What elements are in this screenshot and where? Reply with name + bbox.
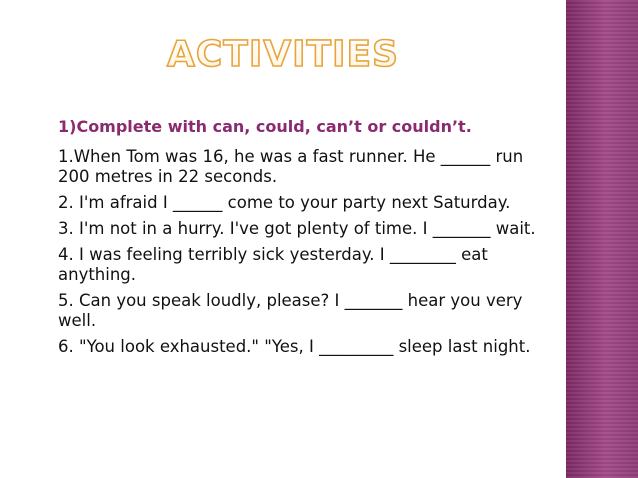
activity-item-1: 1.When Tom was 16, he was a fast runner. He ______ run 200 metres in 22 seconds. bbox=[58, 147, 524, 186]
title-area bbox=[0, 28, 566, 74]
activity-item-6: 6. "You look exhausted." "Yes, I _________ sleep last night. bbox=[58, 337, 531, 356]
activity-item-5: 5. Can you speak loudly, please? I _______ hear you very well. bbox=[58, 291, 523, 330]
activity-item-3: 3. I'm not in a hurry. I've got plenty of time. I _______ wait. bbox=[58, 219, 536, 238]
slide-title: ACTIVITIES bbox=[167, 34, 399, 75]
activity-item-2: 2. I'm afraid I ______ come to your party next Saturday. bbox=[58, 193, 511, 212]
slide-title-graphic bbox=[167, 28, 399, 75]
decorative-side-band bbox=[566, 0, 638, 478]
activity-content bbox=[58, 117, 548, 363]
activity-item-4: 4. I was feeling terribly sick yesterday. I ________ eat anything. bbox=[58, 245, 488, 284]
instruction-heading: 1)Complete with can, could, can’t or couldn’t. bbox=[58, 117, 472, 136]
